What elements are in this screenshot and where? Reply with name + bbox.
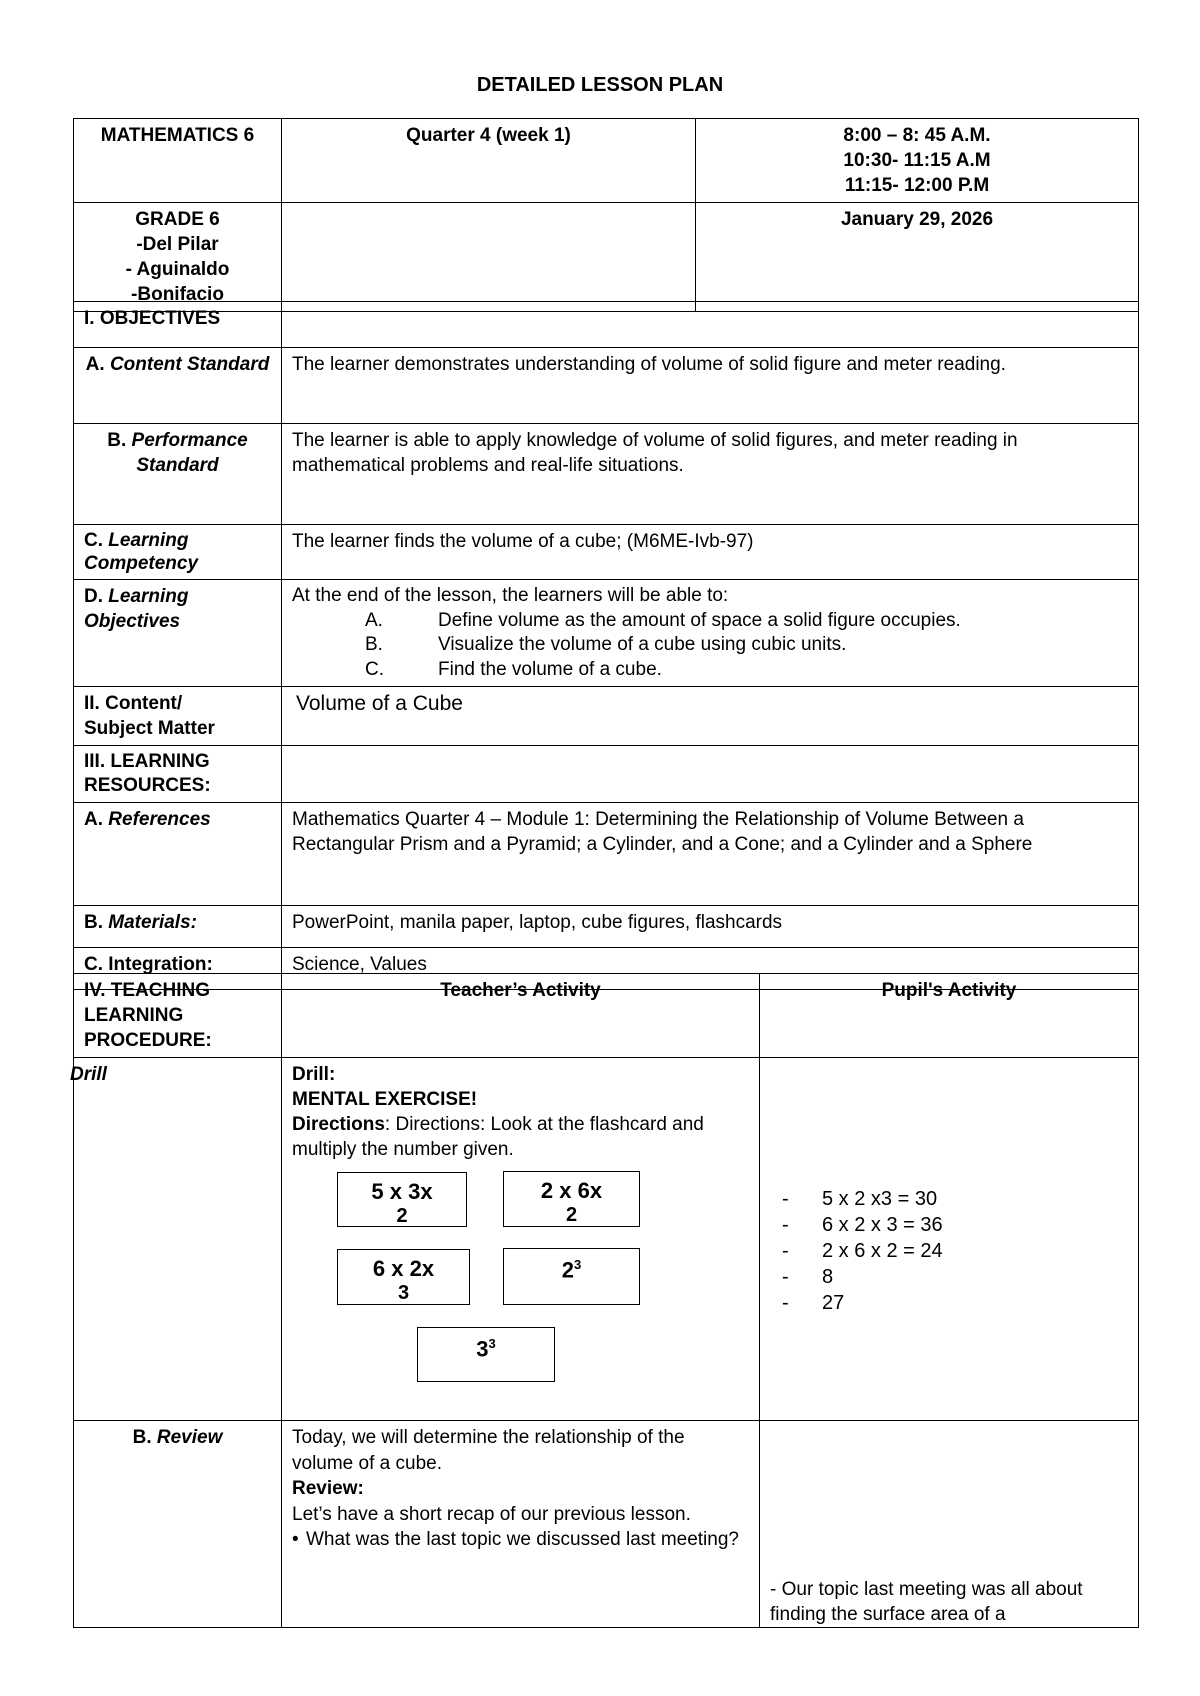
objectives-label: I. OBJECTIVES bbox=[74, 302, 282, 348]
list-item: - 2 x 6 x 2 = 24 bbox=[782, 1240, 943, 1262]
subject-label: MATHEMATICS 6 bbox=[100, 125, 255, 146]
lesson-date: January 29, 2026 bbox=[840, 209, 994, 230]
procedure-label: IV. TEACHING LEARNING PROCEDURE: bbox=[74, 974, 282, 1058]
drill-pupil-cell bbox=[760, 1058, 1139, 1421]
review-recap: Let’s have a short recap of our previous lesson. bbox=[292, 1503, 691, 1525]
flashcard: $3^3$ bbox=[417, 1327, 555, 1382]
empty-cell bbox=[282, 203, 696, 312]
objectives-list bbox=[292, 609, 1128, 683]
review-label: B. Review bbox=[74, 1421, 282, 1628]
content-standard-label: A. Content Standard bbox=[74, 348, 282, 424]
list-item: C. Find the volume of a cube. bbox=[365, 658, 662, 680]
list-item: - 6 x 2 x 3 = 36 bbox=[782, 1214, 943, 1236]
review-pupil-cell bbox=[760, 1421, 1139, 1628]
schedule-cell bbox=[696, 119, 1139, 203]
references-label: A. References bbox=[74, 803, 282, 906]
performance-standard-text: The learner is able to apply knowledge of volume of solid figures, and meter reading in mathematical problems and real-life situations. bbox=[282, 424, 1139, 525]
drill-answers bbox=[770, 1186, 1128, 1316]
list-item: A. Define volume as the amount of space a solid figure occupies. bbox=[365, 609, 961, 631]
review-teacher-cell bbox=[282, 1421, 760, 1628]
references-text: Mathematics Quarter 4 – Module 1: Determining the Relationship of Volume Between a Rectangular Prism and a Pyramid; a Cylinder, and a Cone; and a Cylinder and a Sphere bbox=[282, 803, 1139, 906]
grade-label: GRADE 6 bbox=[135, 209, 220, 230]
flashcard: 6 x 2x 3 bbox=[337, 1249, 470, 1305]
integration-text: Science, Values bbox=[282, 948, 1139, 990]
drill-label: Drill bbox=[70, 1058, 278, 1421]
learning-resources-label: III. LEARNING RESOURCES: bbox=[74, 746, 282, 803]
content-label: II. Content/ Subject Matter bbox=[74, 687, 282, 746]
empty-cell bbox=[282, 302, 1139, 348]
subject-cell bbox=[74, 119, 282, 203]
drill-heading: Drill: bbox=[292, 1064, 336, 1085]
content-standard-text: The learner demonstrates understanding of volume of solid figure and meter reading. bbox=[282, 348, 1139, 424]
list-item: B. Visualize the volume of a cube using cubic units. bbox=[365, 634, 847, 655]
time-slot: 10:30- 11:15 A.M bbox=[843, 150, 991, 171]
flashcard: 2 x 6x 2 bbox=[503, 1171, 640, 1227]
empty-cell bbox=[282, 746, 1139, 803]
section-name: -Del Pilar bbox=[136, 234, 219, 255]
bullet-icon: • bbox=[292, 1529, 299, 1550]
review-question: • What was the last topic we discussed last meeting? bbox=[292, 1527, 749, 1553]
objectives-intro: At the end of the lesson, the learners will be able to: bbox=[292, 585, 729, 606]
materials-text: PowerPoint, manila paper, laptop, cube figures, flashcards bbox=[282, 906, 1139, 948]
time-slot: 8:00 – 8: 45 A.M. bbox=[843, 125, 991, 146]
learning-competency-label: C. Learning Competency bbox=[74, 525, 282, 580]
materials-label: B. Materials: bbox=[74, 906, 282, 948]
flashcard: 5 x 3x 2 bbox=[337, 1172, 467, 1227]
drill-subheading: MENTAL EXERCISE! bbox=[292, 1089, 478, 1110]
review-answer: - Our topic last meeting was all about finding the surface area of a bbox=[770, 1579, 1083, 1625]
list-item: - 8 bbox=[782, 1266, 834, 1288]
date-cell bbox=[696, 203, 1139, 312]
learning-objectives-label: D. Learning Objectives bbox=[74, 580, 282, 687]
header-table bbox=[73, 118, 1139, 312]
flashcard: $2^3$ bbox=[503, 1248, 640, 1305]
teacher-activity-header: Teacher’s Activity bbox=[282, 974, 760, 1058]
review-heading: Review: bbox=[292, 1478, 364, 1499]
subject-matter-text: Volume of a Cube bbox=[282, 687, 1139, 746]
pupil-activity-header: Pupil's Activity bbox=[760, 974, 1139, 1058]
objectives-table bbox=[73, 301, 1139, 990]
time-slot: 11:15- 12:00 P.M bbox=[844, 175, 990, 196]
list-item: - 5 x 2 x3 = 30 bbox=[782, 1188, 938, 1210]
quarter-cell bbox=[282, 119, 696, 203]
quarter-label: Quarter 4 (week 1) bbox=[406, 125, 571, 146]
drill-directions: Directions: Directions: Look at the flashcard and multiply the number given. bbox=[292, 1114, 704, 1160]
document-title: DETAILED LESSON PLAN bbox=[476, 74, 724, 96]
grade-cell bbox=[74, 203, 282, 312]
section-name: - Aguinaldo bbox=[125, 259, 230, 280]
learning-competency-text: The learner finds the volume of a cube; (M6ME-Ivb-97) bbox=[282, 525, 1139, 580]
learning-objectives-cell bbox=[282, 580, 1139, 687]
review-intro: Today, we will determine the relationship of the volume of a cube. bbox=[292, 1427, 685, 1474]
performance-standard-label: B. Performance Standard bbox=[74, 424, 282, 525]
list-item: - 27 bbox=[782, 1292, 845, 1314]
section-name: -Bonifacio bbox=[131, 284, 224, 305]
integration-label: C. Integration: bbox=[74, 948, 282, 990]
